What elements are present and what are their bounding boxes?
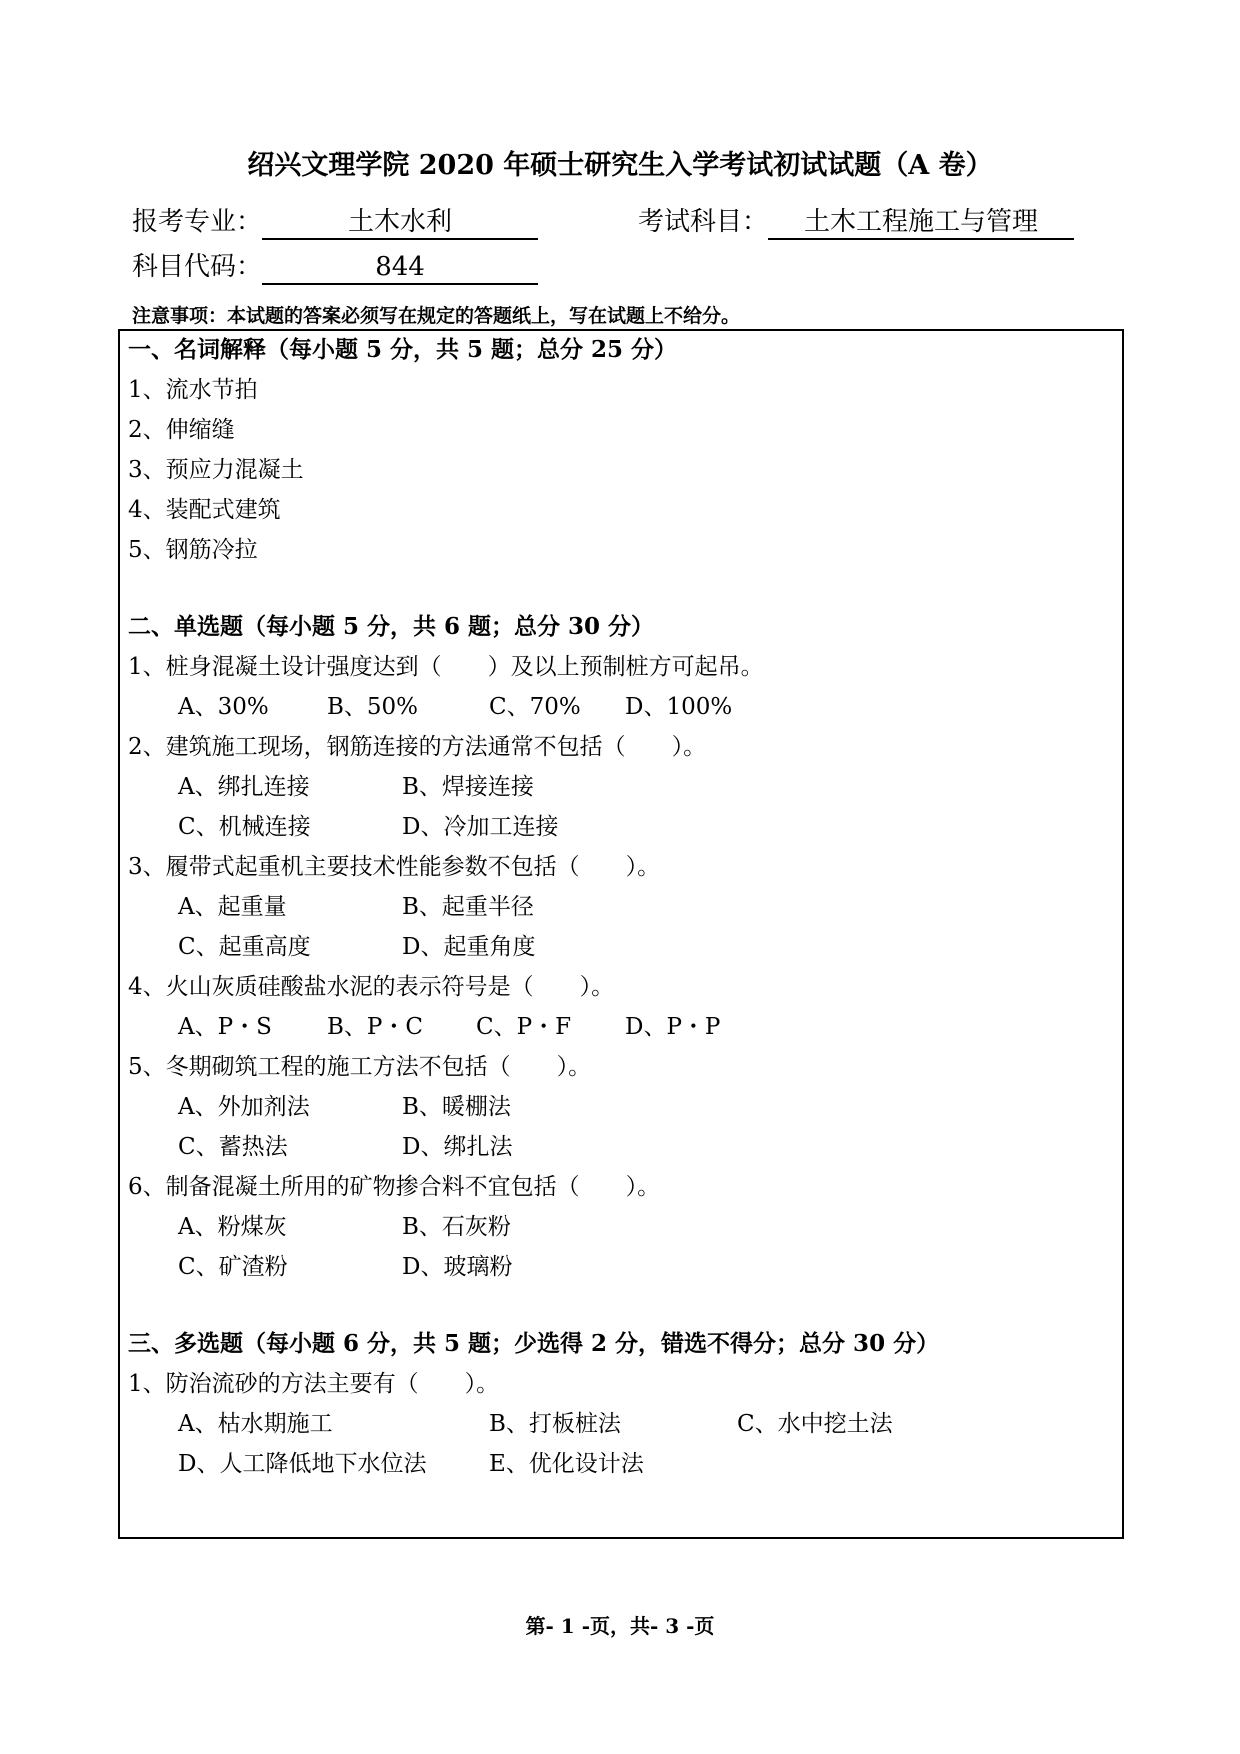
list-item: 2、伸缩缝 xyxy=(128,417,235,443)
question-text: 3、履带式起重机主要技术性能参数不包括（ ）。 xyxy=(128,854,661,880)
option: D、100% xyxy=(625,694,733,720)
option: C、蓄热法 xyxy=(178,1134,288,1160)
option: A、绑扎连接 xyxy=(178,774,310,800)
major-label: 报考专业： xyxy=(132,207,263,237)
option: B、打板桩法 xyxy=(489,1411,621,1437)
page-number: 第- 1 -页，共- 3 -页 xyxy=(525,1614,715,1638)
code-label: 科目代码： xyxy=(132,252,263,282)
question-text: 4、火山灰质硅酸盐水泥的表示符号是（ ）。 xyxy=(128,974,615,1000)
code-value: 844 xyxy=(262,251,538,285)
section2-heading: 二、单选题（每小题 5 分，共 6 题；总分 30 分） xyxy=(128,613,655,640)
section3-heading: 三、多选题（每小题 6 分，共 5 题；少选得 2 分，错选不得分；总分 30 分） xyxy=(128,1330,940,1357)
option: C、70% xyxy=(489,694,581,720)
option: A、枯水期施工 xyxy=(178,1411,333,1437)
option: D、绑扎法 xyxy=(402,1134,513,1160)
question-text: 1、桩身混凝土设计强度达到（ ）及以上预制桩方可起吊。 xyxy=(128,654,764,680)
option: C、P・F xyxy=(476,1014,572,1040)
list-item: 3、预应力混凝土 xyxy=(128,457,304,483)
question-text: 1、防治流砂的方法主要有（ ）。 xyxy=(128,1371,500,1397)
subject-value: 土木工程施工与管理 xyxy=(768,206,1074,240)
section1-heading: 一、名词解释（每小题 5 分，共 5 题；总分 25 分） xyxy=(128,336,678,363)
option: A、外加剂法 xyxy=(178,1094,310,1120)
question-text: 2、建筑施工现场，钢筋连接的方法通常不包括（ ）。 xyxy=(128,734,707,760)
list-item: 1、流水节拍 xyxy=(128,377,258,403)
option: B、焊接连接 xyxy=(402,774,534,800)
option: D、冷加工连接 xyxy=(402,814,559,840)
subject-label: 考试科目： xyxy=(638,207,769,237)
option: E、优化设计法 xyxy=(489,1451,644,1477)
subject-field xyxy=(638,204,1074,240)
option: A、粉煤灰 xyxy=(178,1214,287,1240)
option: D、P・P xyxy=(625,1014,721,1040)
option: B、起重半径 xyxy=(402,894,534,920)
major-field xyxy=(132,204,538,240)
option: A、起重量 xyxy=(178,894,287,920)
option: C、起重高度 xyxy=(178,934,311,960)
option: D、起重角度 xyxy=(402,934,536,960)
list-item: 5、钢筋冷拉 xyxy=(128,537,258,563)
question-text: 5、冬期砌筑工程的施工方法不包括（ ）。 xyxy=(128,1054,592,1080)
exam-notice: 注意事项：本试题的答案必须写在规定的答题纸上，写在试题上不给分。 xyxy=(132,305,741,327)
option: A、30% xyxy=(178,694,269,720)
option: D、玻璃粉 xyxy=(402,1254,513,1280)
option: B、暖棚法 xyxy=(402,1094,511,1120)
option: C、矿渣粉 xyxy=(178,1254,288,1280)
question-text: 6、制备混凝土所用的矿物掺合料不宜包括（ ）。 xyxy=(128,1174,661,1200)
option: B、P・C xyxy=(327,1014,423,1040)
option: B、石灰粉 xyxy=(402,1214,511,1240)
option: A、P・S xyxy=(178,1014,272,1040)
option: D、人工降低地下水位法 xyxy=(178,1451,427,1477)
major-value: 土木水利 xyxy=(262,206,538,240)
option: B、50% xyxy=(327,694,419,720)
code-field xyxy=(132,249,538,285)
exam-title: 绍兴文理学院 2020 年硕士研究生入学考试初试试题（A 卷） xyxy=(247,150,993,181)
list-item: 4、装配式建筑 xyxy=(128,497,281,523)
option: C、水中挖土法 xyxy=(737,1411,893,1437)
option: C、机械连接 xyxy=(178,814,311,840)
